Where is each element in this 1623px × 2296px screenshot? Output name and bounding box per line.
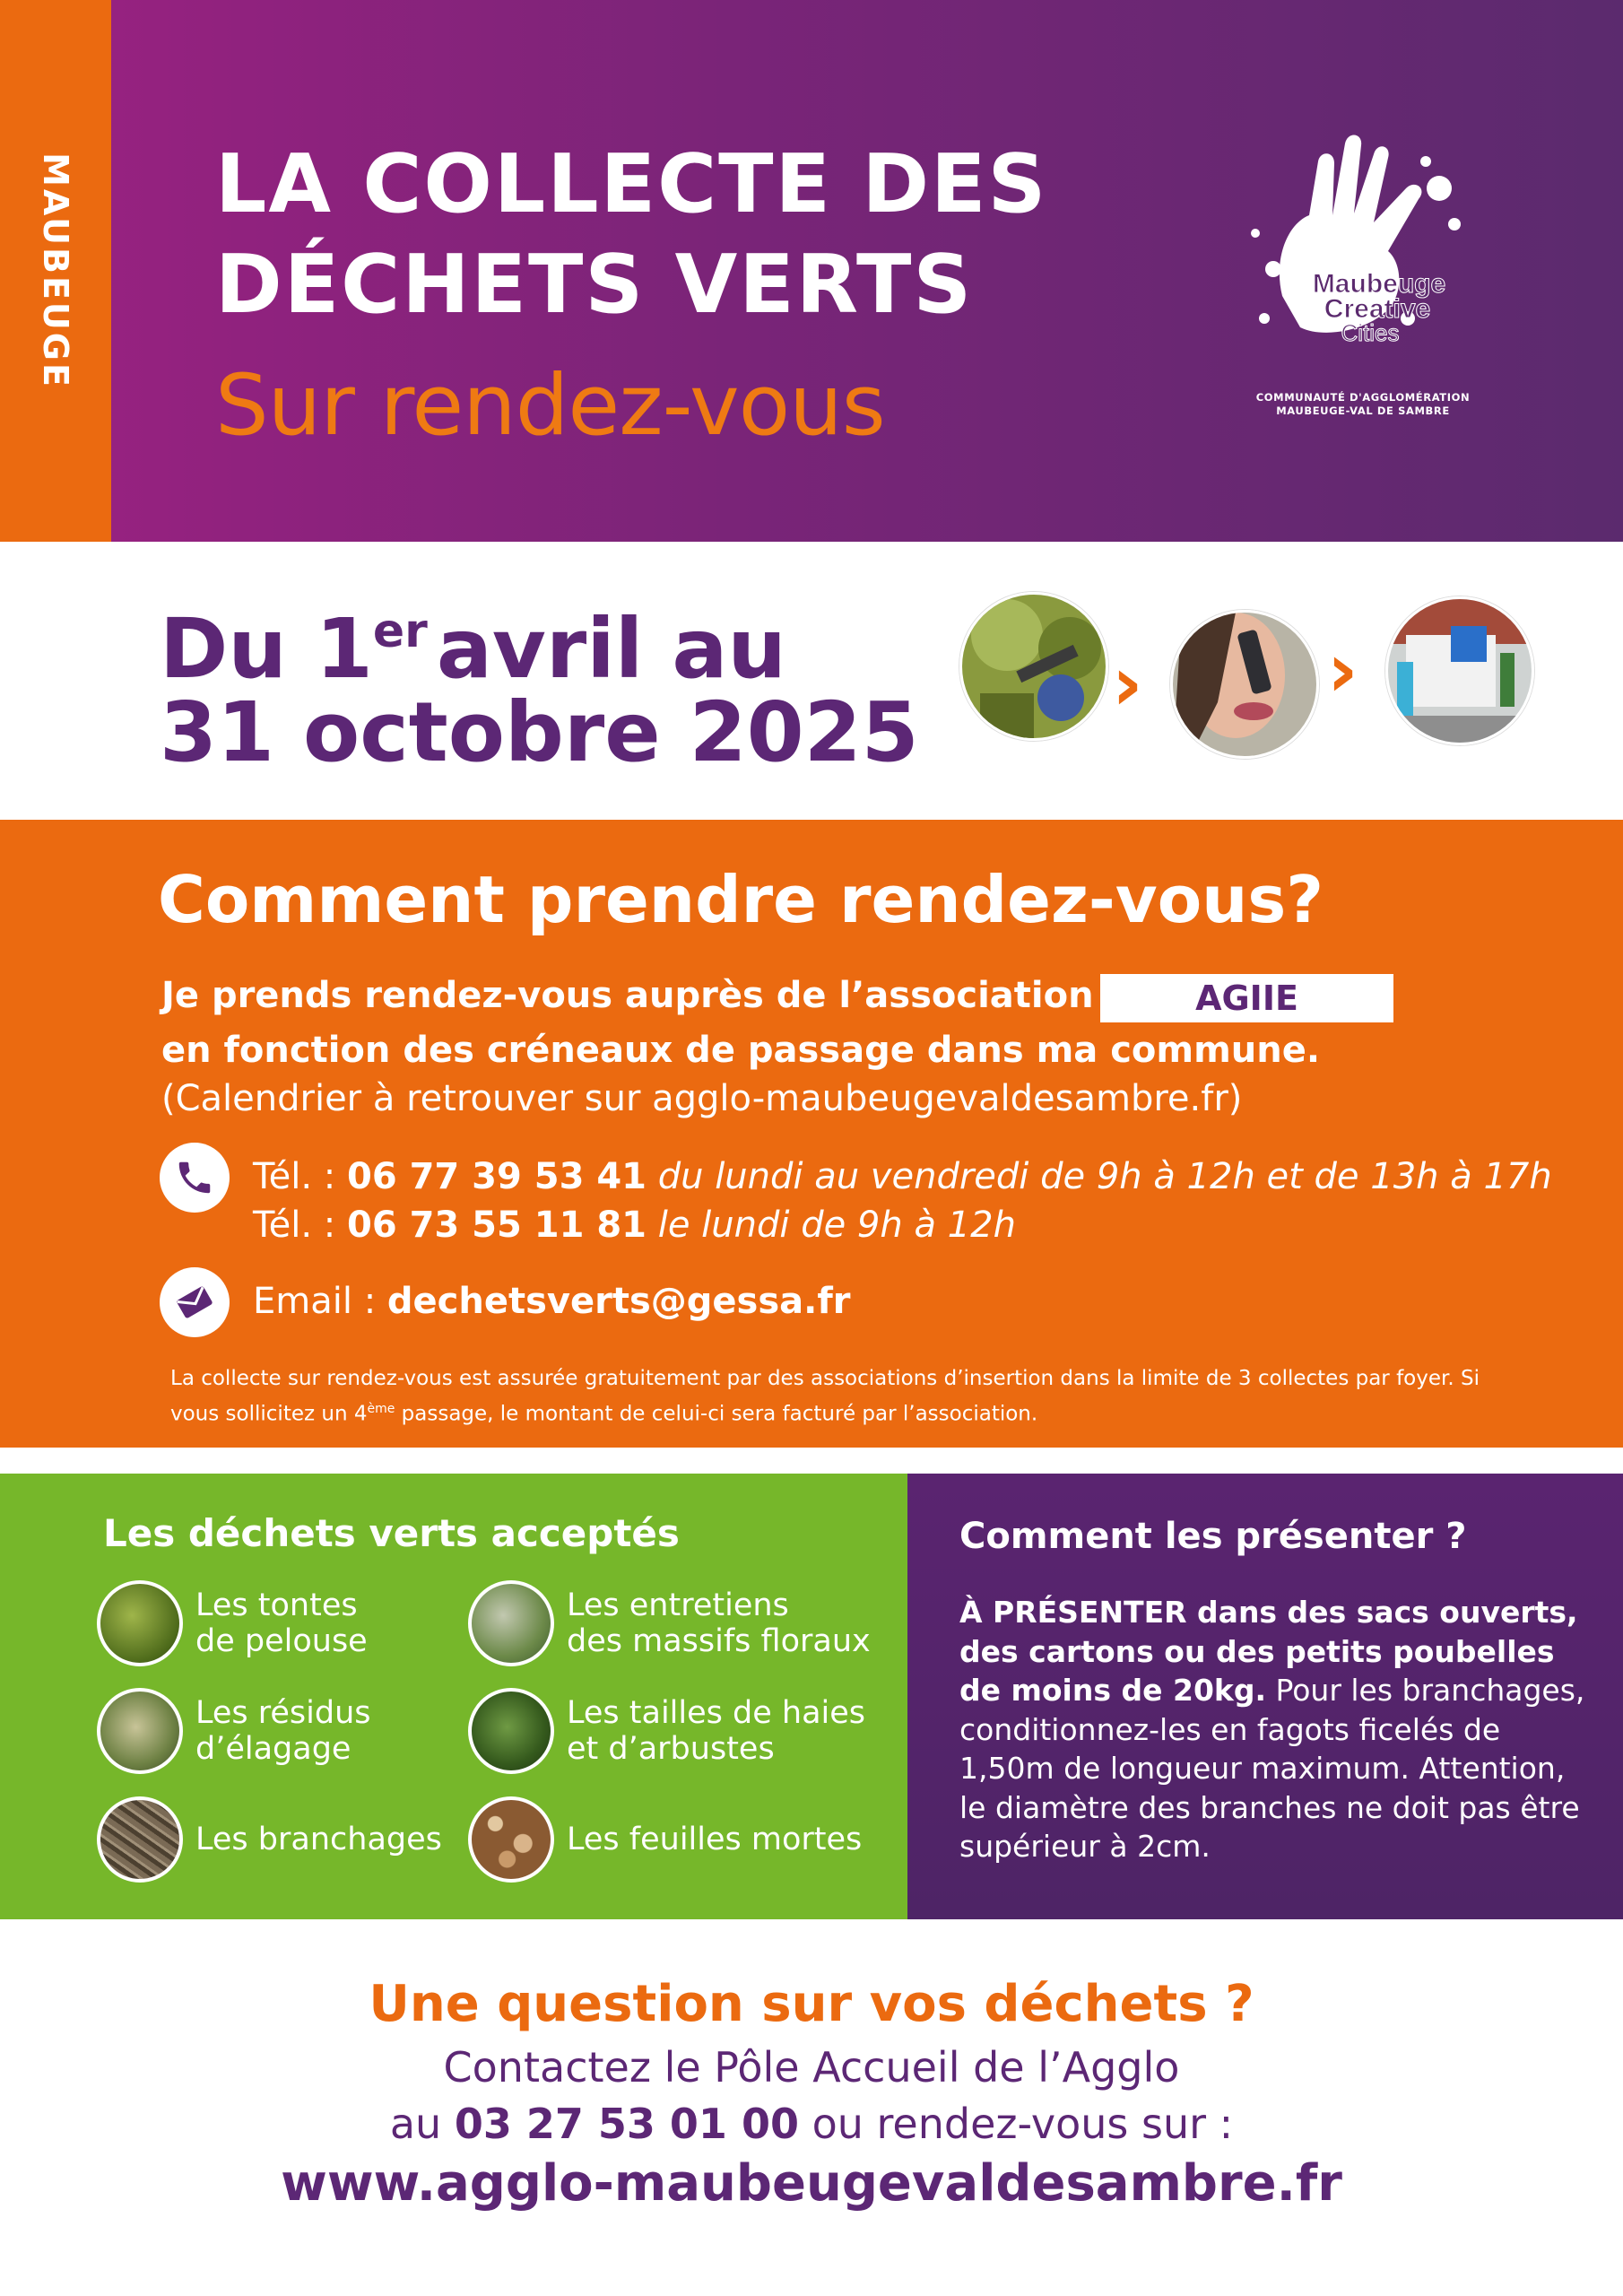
waste-item xyxy=(97,1688,371,1774)
email-label: Email : xyxy=(253,1281,387,1322)
waste-item-label: Les feuilles mortes xyxy=(567,1822,863,1857)
phone-hours-2: le lundi de 9h à 12h xyxy=(657,1205,1016,1246)
email-line xyxy=(253,1278,850,1325)
phone-number-1[interactable]: 06 77 39 53 41 xyxy=(346,1156,647,1197)
note-text-2: passage, le montant de celui-ci sera facturé par l’association. xyxy=(395,1402,1038,1426)
waste-item-label: Les résidus d’élagage xyxy=(195,1695,371,1767)
presentation-text xyxy=(959,1593,1587,1866)
phone-hours-1: du lundi au vendredi de 9h à 12h et de 13h à 17h xyxy=(657,1156,1552,1197)
contact-phone-line xyxy=(0,2097,1623,2151)
logo-name-line3: Cities xyxy=(1341,319,1400,346)
logo-name-line1: Maubeuge xyxy=(1312,269,1446,299)
association-name-badge: AGIIE xyxy=(1100,974,1393,1022)
waste-item xyxy=(97,1580,368,1666)
presentation-body-text: Pour les branchages, conditionnez-les en fagots ficelés de 1,50m de longueur maximum. Attention, le diamètre des branches ne doit pas être supérieur à 2cm. xyxy=(959,1673,1585,1864)
logo-caption xyxy=(1219,391,1506,418)
contact-line: Contactez le Pôle Accueil de l’Agglo xyxy=(443,2043,1180,2092)
note-text-1: La collecte sur rendez-vous est assurée gratuitement par des associations d’insertion dans la limite de 3 collectes par foyer. Si vous sollicitez un 4 xyxy=(170,1367,1480,1426)
note-ordinal: ème xyxy=(367,1402,395,1416)
flower-beds-icon xyxy=(468,1580,554,1666)
title-line-2: DÉCHETS VERTS xyxy=(215,238,974,332)
phone-suffix: ou rendez-vous sur : xyxy=(798,2100,1234,2148)
logo-caption-line1: COMMUNAUTÉ D'AGGLOMÉRATION xyxy=(1255,391,1471,404)
phone-icon xyxy=(160,1143,230,1213)
accepted-waste-title: Les déchets verts acceptés xyxy=(103,1511,680,1555)
phone-label: Tél. : xyxy=(253,1156,347,1197)
garden-photo xyxy=(959,592,1108,741)
waste-item xyxy=(468,1580,871,1666)
phone-line-2 xyxy=(253,1202,1016,1248)
phone-number-2[interactable]: 06 73 55 11 81 xyxy=(346,1205,647,1246)
website-link[interactable]: www.agglo-maubeugevaldesambre.fr xyxy=(281,2154,1342,2213)
date-prefix: Du 1 xyxy=(160,601,373,697)
date-ordinal: er xyxy=(372,604,428,658)
logo-caption-line2: MAUBEUGE-VAL DE SAMBRE xyxy=(1276,404,1450,417)
page-title xyxy=(215,135,1202,335)
phone-prefix: au xyxy=(389,2100,455,2148)
collection-truck-photo xyxy=(1385,596,1534,745)
presentation-bold-text: À PRÉSENTER dans des sacs ouverts, des cartons ou des petits poubelles de moins de 20kg. xyxy=(959,1595,1578,1708)
collection-note xyxy=(170,1363,1506,1430)
side-tab-label: MAUBEUGE xyxy=(36,152,75,389)
phone-label: Tél. : xyxy=(253,1205,347,1246)
email-address-link[interactable]: dechetsverts@gessa.fr xyxy=(386,1281,851,1322)
presentation-title: Comment les présenter ? xyxy=(959,1516,1467,1557)
page-subtitle: Sur rendez-vous xyxy=(215,357,885,455)
association-line-2: en fonction des créneaux de passage dans ma commune. xyxy=(161,1030,1321,1071)
hedge-trimmings-icon xyxy=(468,1688,554,1774)
waste-item-label: Les entretiens des massifs floraux xyxy=(567,1587,871,1659)
waste-item xyxy=(468,1688,865,1774)
date-range-line1 xyxy=(160,585,786,696)
dead-leaves-icon xyxy=(468,1796,554,1883)
chevron-right-icon: › xyxy=(1112,639,1143,727)
branches-icon xyxy=(97,1796,183,1883)
question-title: Une question sur vos déchets ? xyxy=(369,1975,1254,2033)
chevron-right-icon: › xyxy=(1327,626,1358,714)
waste-item xyxy=(97,1796,442,1883)
maubeuge-creative-cities-logo xyxy=(1219,126,1506,422)
date-range-line2: 31 octobre 2025 xyxy=(160,684,919,780)
contact-phone-number[interactable]: 03 27 53 01 00 xyxy=(454,2100,799,2148)
logo-name-line2: Creative xyxy=(1324,294,1431,324)
grass-clippings-icon xyxy=(97,1580,183,1666)
association-line: Je prends rendez-vous auprès de l’association xyxy=(161,975,1094,1016)
waste-item xyxy=(468,1796,862,1883)
phone-line-1 xyxy=(253,1153,1552,1200)
appointment-title: Comment prendre rendez-vous? xyxy=(158,862,1324,937)
waste-item-label: Les tailles de haies et d’arbustes xyxy=(567,1695,866,1767)
waste-item-label: Les branchages xyxy=(195,1822,442,1857)
date-suffix: avril au xyxy=(436,601,786,697)
waste-item-label: Les tontes de pelouse xyxy=(195,1587,368,1659)
pruning-residue-icon xyxy=(97,1688,183,1774)
phone-call-photo xyxy=(1170,610,1319,759)
title-line-1: LA COLLECTE DES xyxy=(215,137,1048,231)
email-icon xyxy=(160,1267,230,1337)
calendar-link-text: (Calendrier à retrouver sur agglo-maubeugevaldesambre.fr) xyxy=(161,1078,1243,1119)
